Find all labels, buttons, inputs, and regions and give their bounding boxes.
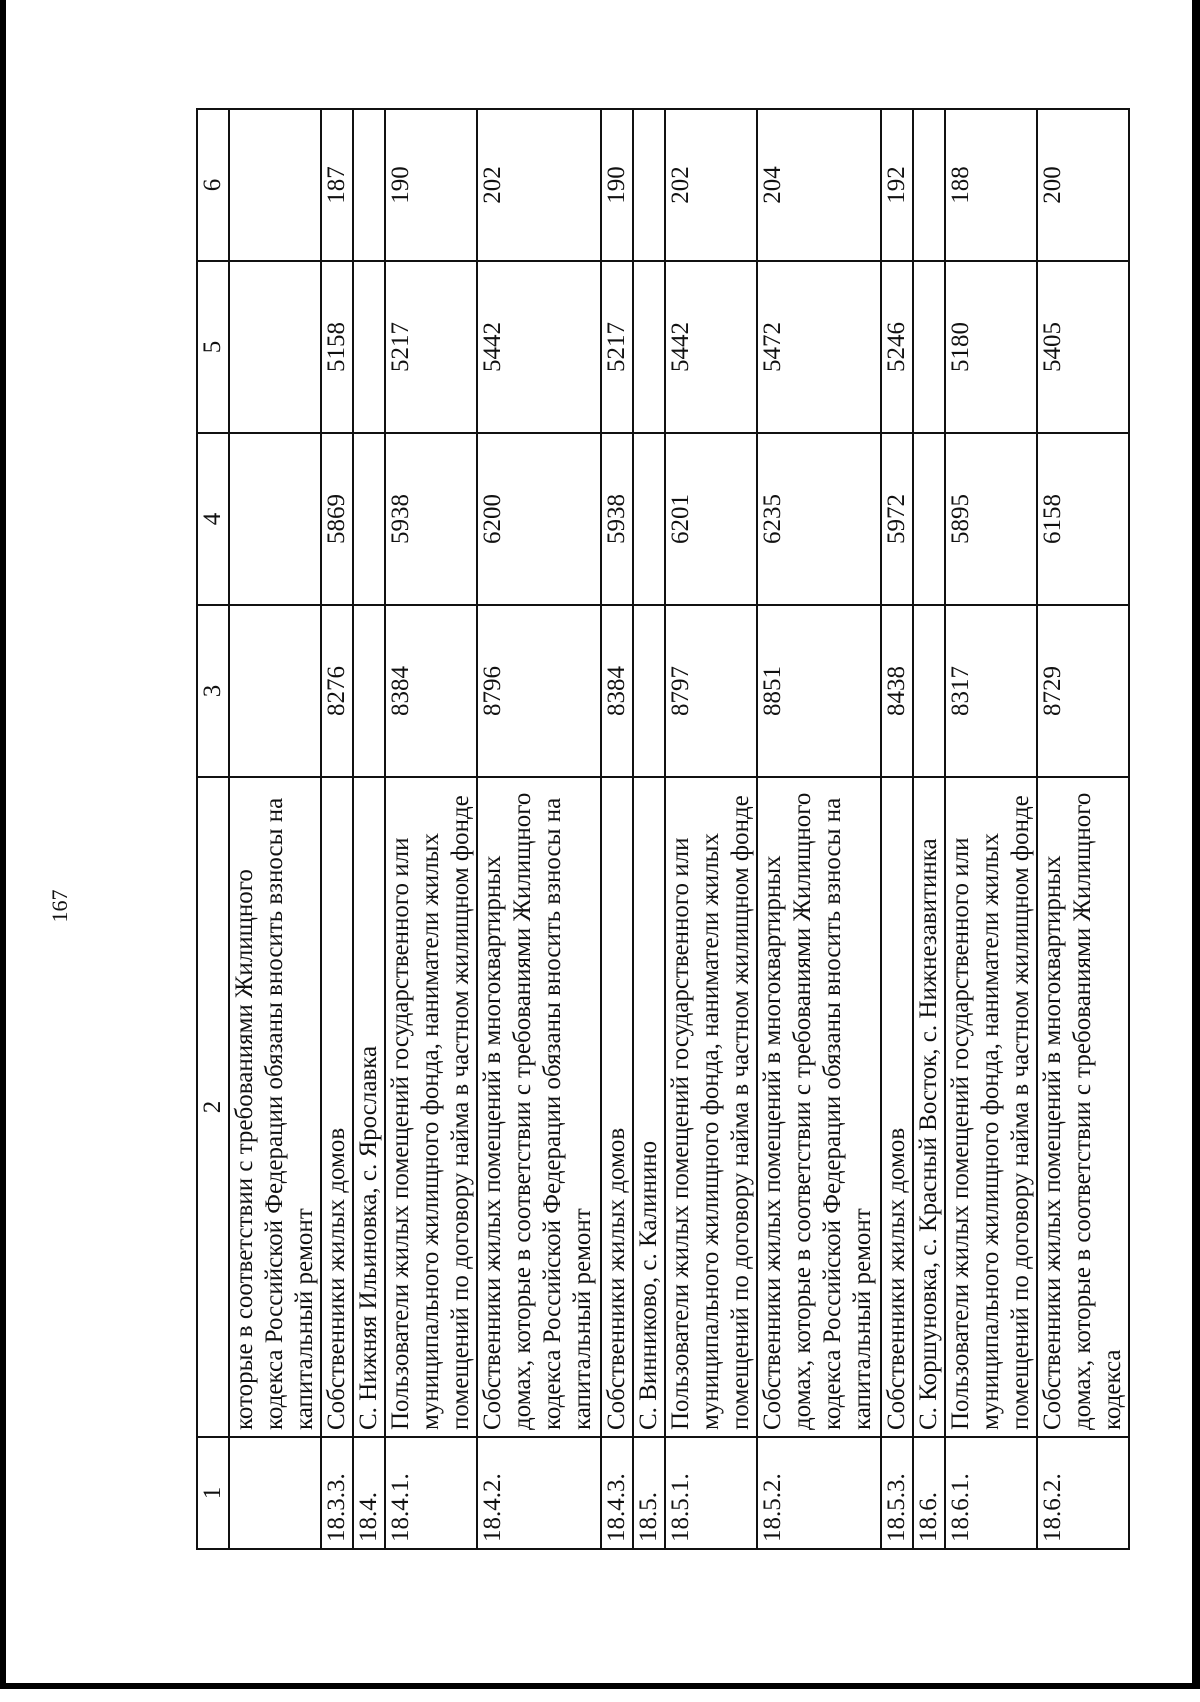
row-value-col5: 5442: [665, 261, 757, 433]
row-value-col6: [913, 109, 945, 261]
header-cell: 2: [197, 777, 229, 1437]
row-description: С. Нижняя Ильиновка, с. Ярославка: [353, 777, 385, 1437]
row-value-col4: 5895: [945, 433, 1037, 605]
row-value-col4: 5972: [881, 433, 913, 605]
table-row: [477, 109, 601, 1549]
table-row: [321, 109, 353, 1549]
row-value-col4: [633, 433, 665, 605]
row-description: Собственники жилых помещений в многоквартирных домах, которые в соответствии с требованиями Жилищного кодекса: [1037, 777, 1129, 1437]
header-cell: 6: [197, 109, 229, 261]
row-value-col3: [913, 605, 945, 777]
page-number: 167: [47, 889, 72, 923]
row-description: С. Коршуновка, с. Красный Восток, с. Нижнезавитинка: [913, 777, 945, 1437]
row-description: Собственники жилых домов: [601, 777, 633, 1437]
table-row: [633, 109, 665, 1549]
row-value-col3: 8729: [1037, 605, 1129, 777]
table-row: [353, 109, 385, 1549]
row-value-col3: 8384: [385, 605, 477, 777]
row-value-col4: [353, 433, 385, 605]
row-value-col4: 6201: [665, 433, 757, 605]
header-row: [197, 109, 229, 1549]
table-row: [881, 109, 913, 1549]
row-description: которые в соответствии с требованиями Жилищного кодекса Российской Федерации обязаны вносить взносы на капитальный ремонт: [229, 777, 321, 1437]
row-value-col6: 187: [321, 109, 353, 261]
row-value-col4: [913, 433, 945, 605]
row-value-col6: [633, 109, 665, 261]
row-description: Пользователи жилых помещений государственного или муниципального жилищного фонда, наниматели жилых помещений по договору найма в частном жилищном фонде: [945, 777, 1037, 1437]
row-value-col6: 202: [477, 109, 601, 261]
row-code: 18.5.1.: [665, 1437, 757, 1549]
row-value-col5: 5180: [945, 261, 1037, 433]
tariff-table: [196, 108, 1130, 1550]
rotated-page-content: [46, 110, 1156, 1702]
row-value-col5: 5472: [757, 261, 881, 433]
table-row: [385, 109, 477, 1549]
row-value-col6: 202: [665, 109, 757, 261]
table-row: [757, 109, 881, 1549]
header-cell: 3: [197, 605, 229, 777]
header-cell: 5: [197, 261, 229, 433]
row-value-col6: 200: [1037, 109, 1129, 261]
row-value-col5: 5442: [477, 261, 601, 433]
row-code: 18.6.1.: [945, 1437, 1037, 1549]
header-cell: 1: [197, 1437, 229, 1549]
row-value-col3: [353, 605, 385, 777]
row-code: 18.5.3.: [881, 1437, 913, 1549]
row-code: 18.6.2.: [1037, 1437, 1129, 1549]
row-value-col4: 6235: [757, 433, 881, 605]
row-description: Пользователи жилых помещений государственного или муниципального жилищного фонда, наниматели жилых помещений по договору найма в частном жилищном фонде: [665, 777, 757, 1437]
row-value-col3: 8384: [601, 605, 633, 777]
row-value-col6: 192: [881, 109, 913, 261]
row-value-col6: 190: [385, 109, 477, 261]
row-code: 18.5.2.: [757, 1437, 881, 1549]
row-description: Собственники жилых домов: [321, 777, 353, 1437]
table-row: [1037, 109, 1129, 1549]
table-row: [913, 109, 945, 1549]
row-value-col5: 5217: [601, 261, 633, 433]
row-value-col5: 5405: [1037, 261, 1129, 433]
row-value-col3: 8796: [477, 605, 601, 777]
row-description: Пользователи жилых помещений государственного или муниципального жилищного фонда, наниматели жилых помещений по договору найма в частном жилищном фонде: [385, 777, 477, 1437]
row-value-col6: [353, 109, 385, 261]
row-value-col5: [229, 261, 321, 433]
row-value-col4: 6158: [1037, 433, 1129, 605]
table-row: [601, 109, 633, 1549]
row-value-col6: 204: [757, 109, 881, 261]
row-code: [229, 1437, 321, 1549]
row-value-col4: 5938: [601, 433, 633, 605]
row-value-col6: [229, 109, 321, 261]
row-description: Собственники жилых помещений в многоквартирных домах, которые в соответствии с требованиями Жилищного кодекса Российской Федерации обязаны вносить взносы на капитальный ремонт: [477, 777, 601, 1437]
row-value-col5: 5217: [385, 261, 477, 433]
row-value-col5: [913, 261, 945, 433]
row-value-col3: 8438: [881, 605, 913, 777]
row-value-col3: [229, 605, 321, 777]
row-code: 18.4.3.: [601, 1437, 633, 1549]
row-value-col5: [633, 261, 665, 433]
row-value-col3: 8317: [945, 605, 1037, 777]
table-row: [229, 109, 321, 1549]
row-value-col4: 5869: [321, 433, 353, 605]
row-value-col4: 5938: [385, 433, 477, 605]
row-value-col4: [229, 433, 321, 605]
row-description: С. Винниково, с. Калинино: [633, 777, 665, 1437]
table-row: [945, 109, 1037, 1549]
row-value-col4: 6200: [477, 433, 601, 605]
row-value-col5: 5158: [321, 261, 353, 433]
row-value-col5: 5246: [881, 261, 913, 433]
row-code: 18.6.: [913, 1437, 945, 1549]
row-value-col3: 8851: [757, 605, 881, 777]
row-value-col3: 8797: [665, 605, 757, 777]
row-value-col3: 8276: [321, 605, 353, 777]
row-description: Собственники жилых помещений в многоквартирных домах, которые в соответствии с требованиями Жилищного кодекса Российской Федерации обязаны вносить взносы на капитальный ремонт: [757, 777, 881, 1437]
row-code: 18.4.: [353, 1437, 385, 1549]
row-value-col6: 190: [601, 109, 633, 261]
row-value-col6: 188: [945, 109, 1037, 261]
table-row: [665, 109, 757, 1549]
header-cell: 4: [197, 433, 229, 605]
row-code: 18.4.2.: [477, 1437, 601, 1549]
row-value-col5: [353, 261, 385, 433]
row-description: Собственники жилых домов: [881, 777, 913, 1437]
row-code: 18.4.1.: [385, 1437, 477, 1549]
row-value-col3: [633, 605, 665, 777]
row-code: 18.3.3.: [321, 1437, 353, 1549]
row-code: 18.5.: [633, 1437, 665, 1549]
